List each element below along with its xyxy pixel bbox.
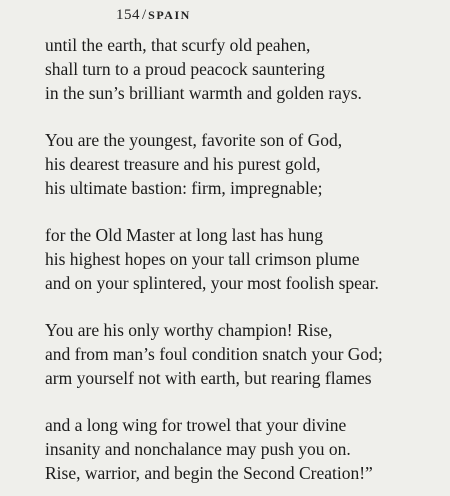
stanza-5 bbox=[45, 413, 445, 485]
poem-line: his highest hopes on your tall crimson plume bbox=[45, 249, 360, 269]
poem-line: and from man’s foul condition snatch your God; bbox=[45, 344, 383, 364]
poem-line: and on your splintered, your most foolish spear. bbox=[45, 273, 379, 293]
poem-line: You are his only worthy champion! Rise, bbox=[45, 320, 333, 340]
poem-line: his ultimate bastion: firm, impregnable; bbox=[45, 178, 323, 198]
poem-line: insanity and nonchalance may push you on. bbox=[45, 439, 351, 459]
poem-line: shall turn to a proud peacock sauntering bbox=[45, 59, 325, 79]
poem-line: and a long wing for trowel that your divine bbox=[45, 415, 347, 435]
poem-line: until the earth, that scurfy old peahen, bbox=[45, 35, 311, 55]
poem-body bbox=[45, 33, 445, 485]
poem-line: in the sun’s brilliant warmth and golden rays. bbox=[45, 83, 362, 103]
stanza-4 bbox=[45, 318, 445, 390]
running-title: SPAIN bbox=[148, 8, 191, 22]
poem-line: arm yourself not with earth, but rearing flames bbox=[45, 368, 372, 388]
header-separator: / bbox=[142, 7, 147, 23]
page-header bbox=[116, 6, 191, 24]
stanza-2 bbox=[45, 128, 445, 200]
stanza-3 bbox=[45, 223, 445, 295]
poem-line: You are the youngest, favorite son of God, bbox=[45, 130, 343, 150]
poem-line: his dearest treasure and his purest gold, bbox=[45, 154, 321, 174]
page-number: 154 bbox=[116, 7, 140, 23]
stanza-1 bbox=[45, 33, 445, 105]
poem-line: for the Old Master at long last has hung bbox=[45, 225, 324, 245]
poem-line: Rise, warrior, and begin the Second Creation!” bbox=[45, 463, 373, 483]
